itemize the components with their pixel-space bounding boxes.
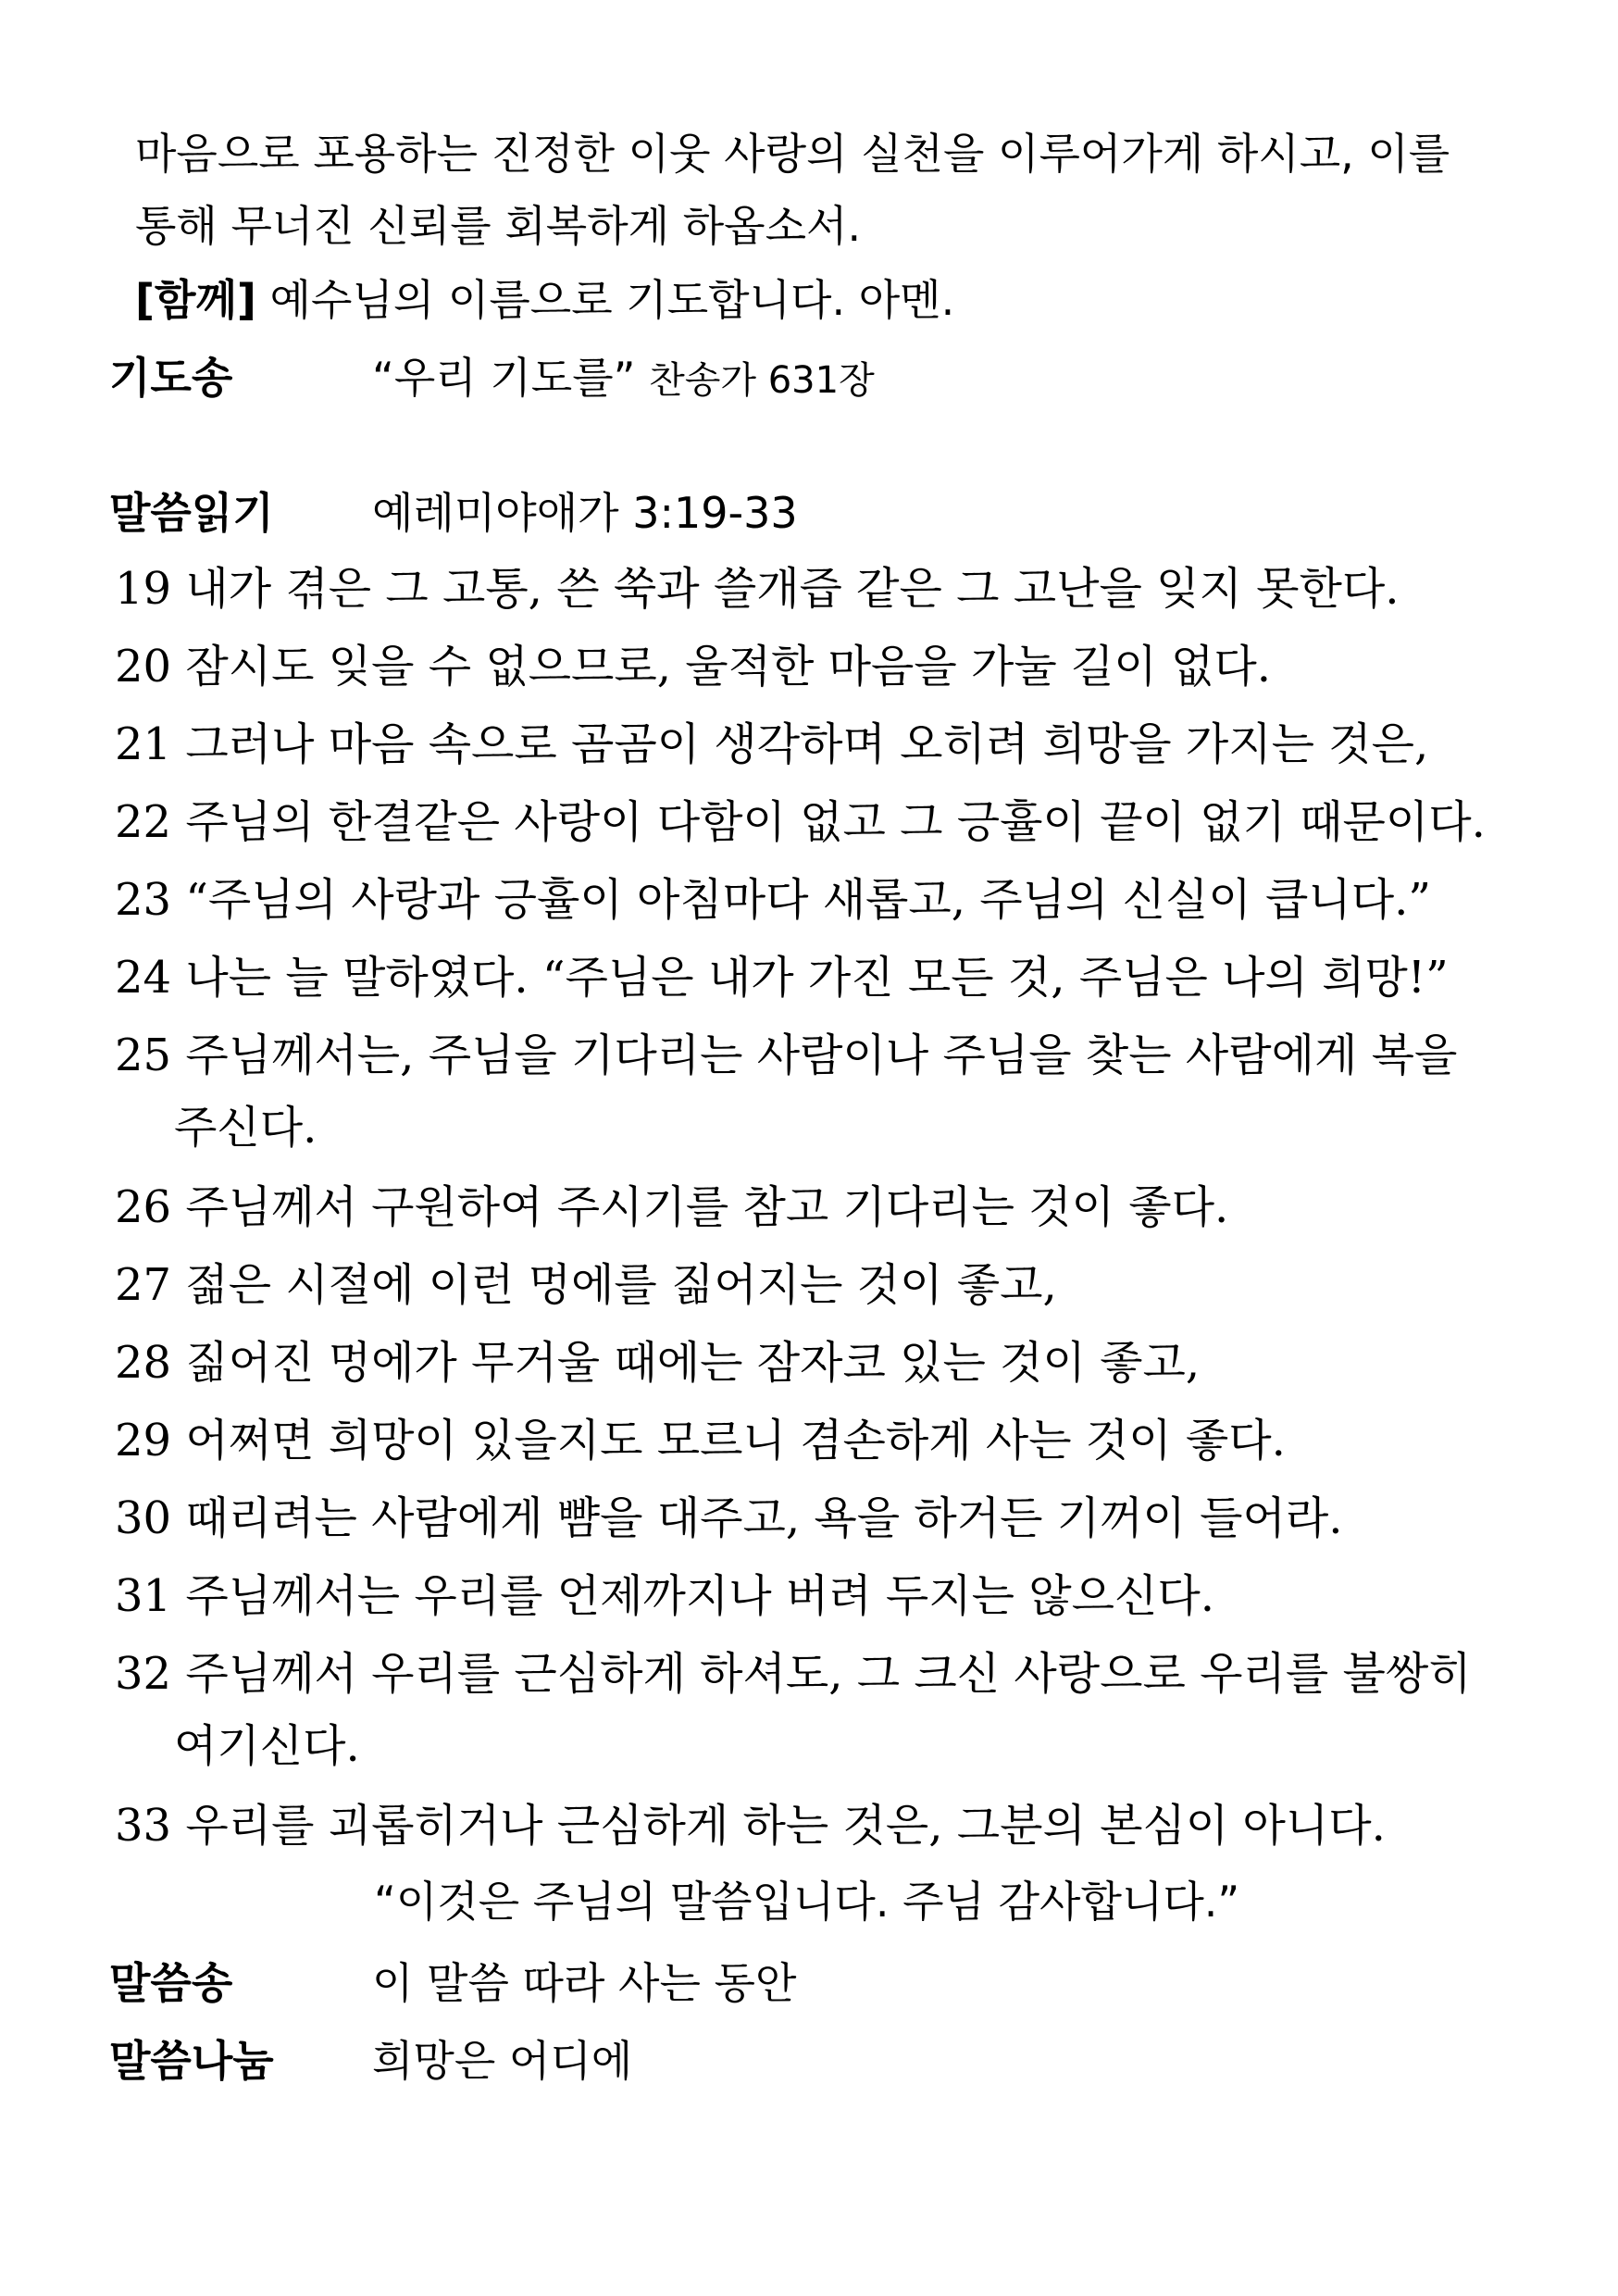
verse-20: 20 잠시도 잊을 수 없으므로, 울적한 마음을 가눌 길이 없다. bbox=[115, 641, 1272, 693]
verse-22: 22 주님의 한결같은 사랑이 다함이 없고 그 긍휼이 끝이 없기 때문이다. bbox=[115, 796, 1486, 848]
verse-29: 29 어쩌면 희망이 있을지도 모르니 겸손하게 사는 것이 좋다. bbox=[115, 1415, 1286, 1466]
hymn-value bbox=[372, 350, 875, 408]
prayer-line-2: 통해 무너진 신뢰를 회복하게 하옵소서. bbox=[135, 201, 862, 251]
verse-32-cont: 여기신다. bbox=[174, 1720, 360, 1772]
verse-33: 33 우리를 괴롭히거나 근심하게 하는 것은, 그분의 본심이 아니다. bbox=[115, 1800, 1386, 1852]
verse-25: 25 주님께서는, 주님을 기다리는 사람이나 주님을 찾는 사람에게 복을 bbox=[115, 1029, 1458, 1081]
verse-24: 24 나는 늘 말하였다. “주님은 내가 가진 모든 것, 주님은 나의 희망!” bbox=[115, 952, 1449, 1004]
prayer-line-1: 마음으로 포용하는 진정한 이웃 사랑의 실천을 이루어가게 하시고, 이를 bbox=[135, 129, 1450, 179]
together-tag: [함께] bbox=[135, 275, 256, 325]
verse-21: 21 그러나 마음 속으로 곰곰이 생각하며 오히려 희망을 가지는 것은, bbox=[115, 718, 1429, 770]
verse-27: 27 젊은 시절에 이런 멍에를 짊어지는 것이 좋고, bbox=[115, 1259, 1057, 1311]
verse-31: 31 주님께서는 우리를 언제까지나 버려 두지는 않으신다. bbox=[115, 1570, 1214, 1622]
reading-label: 말씀읽기 bbox=[109, 488, 274, 538]
verse-26: 26 주님께서 구원하여 주시기를 참고 기다리는 것이 좋다. bbox=[115, 1181, 1229, 1233]
reading-ref: 예레미야애가 3:19-33 bbox=[372, 488, 798, 538]
verse-28: 28 짊어진 멍에가 무거울 때에는 잠자코 있는 것이 좋고, bbox=[115, 1337, 1201, 1389]
verse-25-cont: 주신다. bbox=[174, 1102, 317, 1154]
verse-30: 30 때리려는 사람에게 뺨을 대주고, 욕을 하거든 기꺼이 들어라. bbox=[115, 1492, 1343, 1544]
hymn-label: 기도송 bbox=[109, 353, 233, 403]
together-text: 예수님의 이름으로 기도합니다. 아멘. bbox=[269, 275, 955, 325]
word-song-label: 말씀송 bbox=[109, 1958, 233, 2008]
hymn-ref: 찬송가 631장 bbox=[649, 359, 875, 402]
sharing-title: 희망은 어디에 bbox=[372, 2036, 633, 2086]
verse-23: 23 “주님의 사랑과 긍휼이 아침마다 새롭고, 주님의 신실이 큽니다.” bbox=[115, 874, 1431, 926]
reading-response: “이것은 주님의 말씀입니다. 주님 감사합니다.” bbox=[374, 1877, 1240, 1927]
verse-32: 32 주님께서 우리를 근심하게 하셔도, 그 크신 사랑으로 우리를 불쌍히 bbox=[115, 1648, 1472, 1700]
prayer-together-line bbox=[135, 272, 954, 328]
word-song-title: 이 말씀 따라 사는 동안 bbox=[372, 1958, 797, 2008]
verse-19: 19 내가 겪은 그 고통, 쓴 쑥과 쓸개즙 같은 그 고난을 잊지 못한다. bbox=[115, 563, 1400, 615]
hymn-title: “우리 기도를” bbox=[372, 353, 636, 403]
sharing-label: 말씀나눔 bbox=[109, 2036, 274, 2086]
